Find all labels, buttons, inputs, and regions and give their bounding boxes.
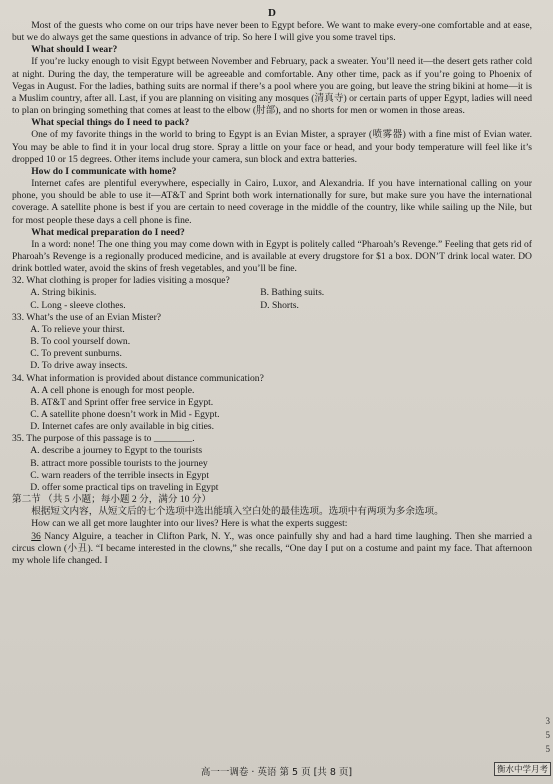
paragraph-medical: In a word: none! The one thing you may come down with in Egypt is politely called “Pharoah’s Revenge.” Feeling that gets rid of Pharoah’s Revenge is a regionally produced medicine, and is available at every drugstore for $1 a box. DON’T drink local water. DO drink bottled water, avoid the skins of fresh vegetables, and you’ll be fine. — [12, 238, 532, 275]
option-d: D. Internet cafes are only available in big cities. — [30, 421, 215, 433]
blank-36: 36 — [31, 530, 41, 542]
heading-pack: What special things do I need to pack? — [31, 117, 190, 129]
option-a: A. String bikinis. — [30, 287, 97, 299]
section-letter: D — [268, 7, 276, 19]
paragraph-communicate: Internet cafes are plentiful everywhere, especially in Cairo, Luxor, and Alexandria. If you have international calling on your phone, you should be able to use it—AT&T and Sprint both work internationally for sure, but make sure you have the international coverage. A satellite phone is best if you are certain to need coverage in the middle of the country, like while sailing up the Nile, but for most people these days a cell phone is fine. — [12, 178, 532, 226]
option-a: A. A cell phone is enough for most people. — [30, 384, 195, 396]
question-32 — [12, 275, 532, 311]
part2-passage-text: Nancy Alguire, a teacher in Clifton Park, N. Y., was once painfully shy and had a hard time laughing. Then she married a circus clown (小丑). “I became interested in the clowns,” she recalls, “One day I put on a costume and paint my face. That afternoon my whole life changed. I — [12, 530, 532, 566]
option-b: B. To cool yourself down. — [30, 336, 131, 348]
option-b: B. Bathing suits. — [260, 287, 325, 299]
edge-number: 5 — [545, 744, 550, 754]
option-c: C. warn readers of the terrible insects in Egypt — [30, 469, 209, 481]
question-35 — [12, 433, 532, 494]
part2-title: 第二节 （共 5 小题；每小题 2 分，满分 10 分） — [12, 494, 212, 506]
school-stamp: 衡水中学月考 — [494, 762, 551, 776]
option-b: B. attract more possible tourists to the journey — [30, 457, 208, 469]
option-d: D. Shorts. — [260, 299, 299, 311]
part2-instructions: 根据短文内容，从短文后的七个选项中选出能填入空白处的最佳选项。选项中有两项为多余选项。 — [31, 506, 444, 518]
part2-passage-intro: How can we all get more laughter into our lives? Here is what the experts suggest: — [31, 518, 348, 530]
heading-communicate: How do I communicate with home? — [31, 165, 177, 177]
option-d: D. To drive away insects. — [30, 360, 128, 372]
paragraph-pack: One of my favorite things in the world to bring to Egypt is an Evian Mister, a sprayer (喷雾器) with a fine mist of Evian water. You may be able to find it in your local drug store. Spray a little on your face or head, and your body temperature will feel like it’s dropped 10 or 15 degrees. Other items include your camera, sun block and extra batteries. — [12, 129, 532, 165]
heading-medical: What medical preparation do I need? — [31, 226, 185, 238]
question-33 — [12, 312, 532, 373]
option-a: A. describe a journey to Egypt to the tourists — [30, 445, 203, 457]
edge-number: 3 — [545, 716, 550, 726]
option-b: B. AT&T and Sprint offer free service in Egypt. — [30, 396, 214, 408]
paragraph-wear: If you’re lucky enough to visit Egypt between November and February, pack a sweater. You’ll need it—the desert gets rather cold at night. During the day, the temperature will be agreeable and comfortable. Any other time, pack as if you’re going to Phoenix of Vegas in August. For the ladies, bathing suits are normal if there’s a pool where you are going, but leave the string bikini at home—it is a Muslim country, after all. Last, if you are planning on visiting any mosques (清真寺) or certain parts of upper Egypt, ladies will need to plan on bringing something that comes at least to the elbow (肘部), and no shorts for men or women in those areas. — [12, 56, 532, 117]
edge-number: 5 — [545, 730, 550, 740]
option-d: D. offer some practical tips on traveling in Egypt — [30, 481, 219, 493]
question-stem: 33. What’s the use of an Evian Mister? — [12, 311, 162, 323]
passage-d — [12, 6, 532, 567]
intro-paragraph: Most of the guests who come on our trips have never been to Egypt before. We want to make every-one comfortable and at ease, but we do always get the same questions in advance of trip. So here I will give you some travel tips. — [12, 20, 532, 44]
question-stem: 34. What information is provided about distance communication? — [12, 372, 264, 384]
heading-wear: What should I wear? — [31, 44, 118, 56]
part2-passage — [12, 531, 532, 567]
question-stem: 32. What clothing is proper for ladies visiting a mosque? — [12, 275, 230, 287]
question-stem: 35. The purpose of this passage is to ________. — [12, 433, 195, 445]
option-a: A. To relieve your thirst. — [30, 323, 125, 335]
page-footer: 高一一调卷 · 英语 第 5 页 [共 8 页] — [200, 767, 353, 778]
option-c: C. To prevent sunburns. — [30, 348, 122, 360]
question-34 — [12, 373, 532, 434]
option-c: C. A satellite phone doesn’t work in Mid - Egypt. — [30, 409, 220, 420]
option-c: C. Long - sleeve clothes. — [30, 299, 126, 311]
